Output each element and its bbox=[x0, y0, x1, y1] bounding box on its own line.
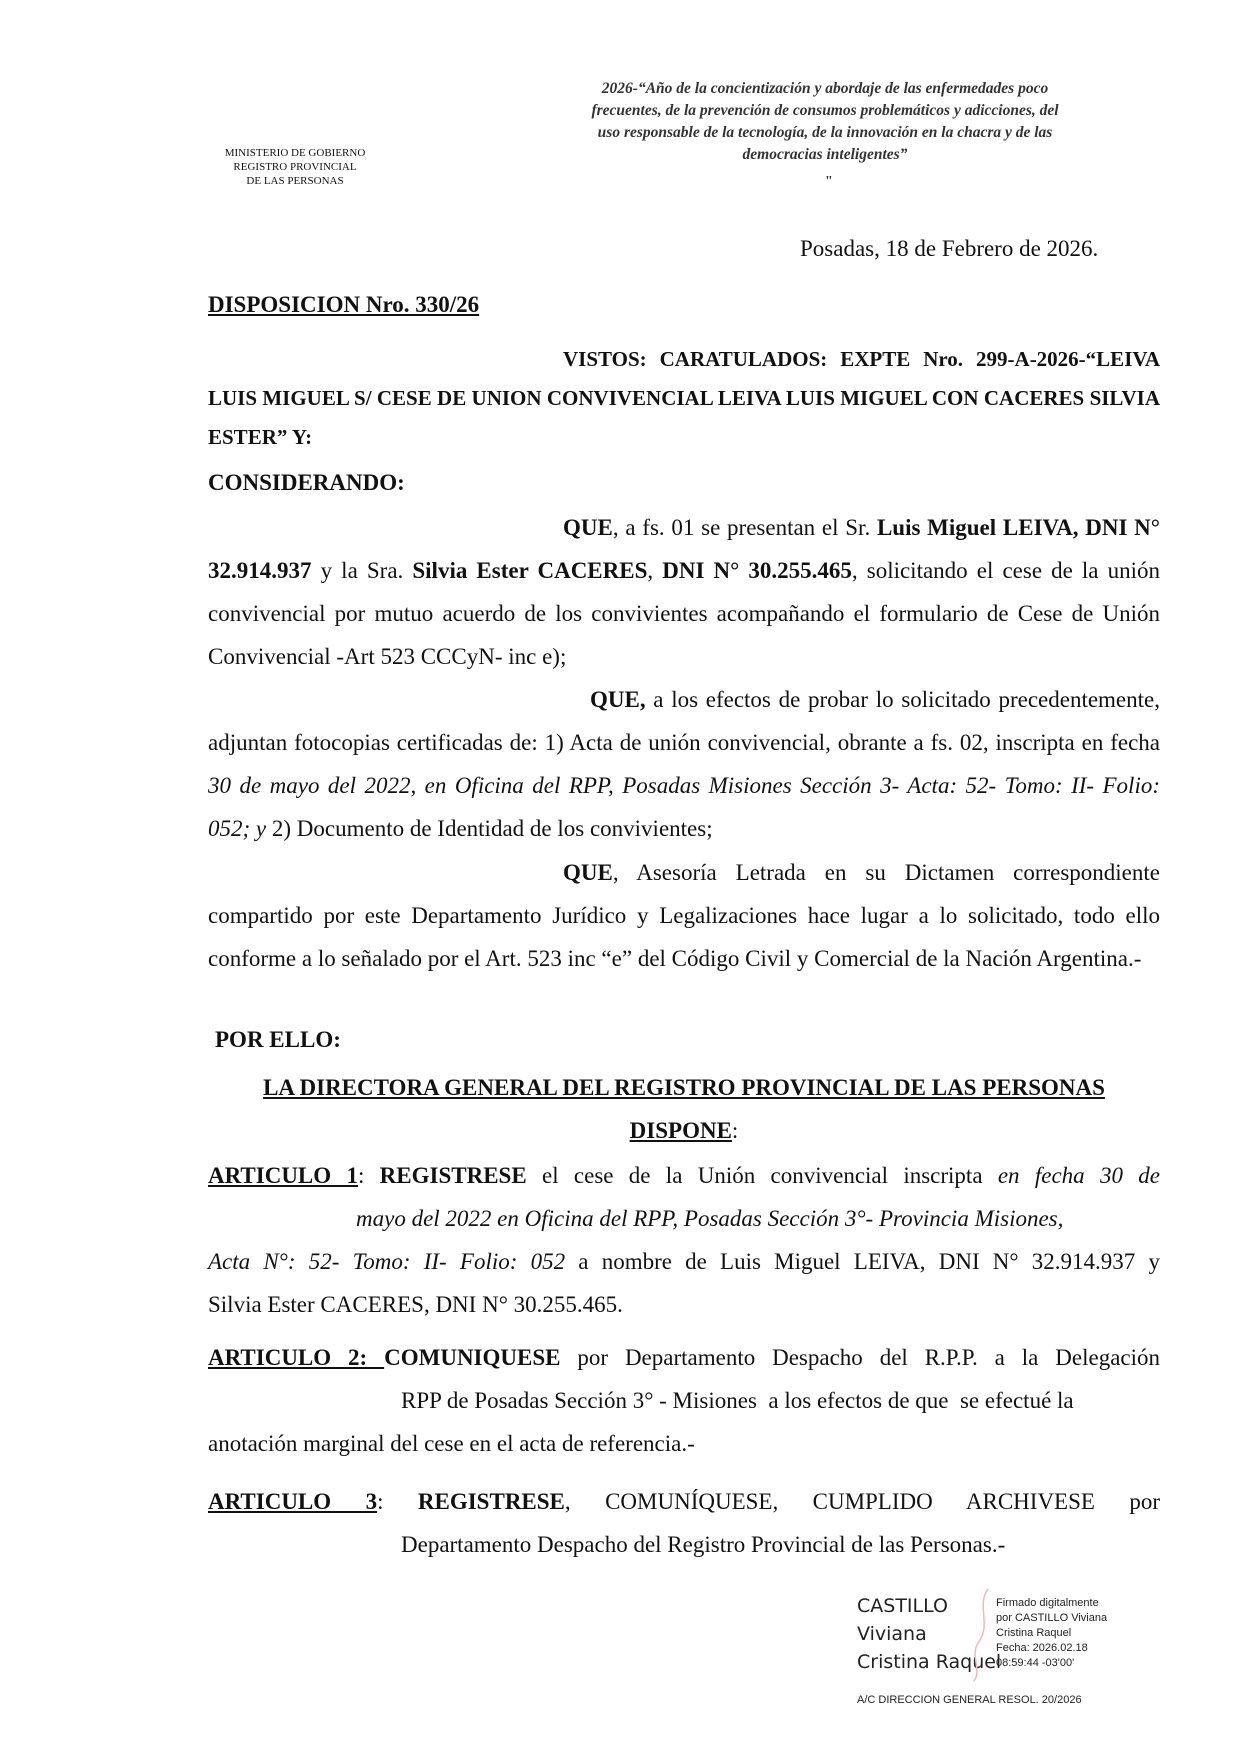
signer-name-line: CASTILLO bbox=[857, 1595, 948, 1617]
signer-name-line: Cristina Raquel bbox=[857, 1651, 1002, 1673]
signature-info-line: 08:59:44 -03'00' bbox=[996, 1657, 1075, 1669]
text: a los efectos de probar lo solicitado precedentemente, adjuntan fotocopias certificadas de: 1) Acta de unión convivencial, obrante a fs. 02, inscripta en fecha bbox=[208, 687, 1160, 755]
article-verb: COMUNIQUESE bbox=[384, 1345, 561, 1370]
article-verb: REGISTRESE bbox=[379, 1163, 527, 1188]
dispone-heading bbox=[208, 1118, 1160, 1144]
line: anotación marginal del cese en el acta de referencia.- bbox=[208, 1431, 695, 1456]
line bbox=[208, 1336, 1160, 1379]
article-verb: REGISTRESE bbox=[417, 1489, 565, 1514]
text: a nombre de Luis Miguel LEIVA, DNI N° 32.914.937 y bbox=[565, 1249, 1160, 1274]
footer-note: A/C DIRECCION GENERAL RESOL. 20/2026 bbox=[857, 1694, 1082, 1706]
considerando-heading: CONSIDERANDO: bbox=[208, 470, 405, 495]
text: por Departamento Despacho del R.P.P. a la Delegación bbox=[560, 1345, 1161, 1370]
line bbox=[208, 1240, 1160, 1283]
que-label: QUE, bbox=[590, 687, 646, 712]
text: : bbox=[357, 1163, 380, 1188]
que-paragraph-2 bbox=[208, 678, 1160, 850]
text: , a fs. 01 se presentan el Sr. bbox=[612, 515, 877, 540]
article-label: ARTICULO 3 bbox=[208, 1489, 378, 1514]
text: y la Sra. bbox=[311, 558, 413, 583]
person-2: Silvia Ester CACERES bbox=[412, 558, 648, 583]
document-date: Posadas, 18 de Febrero de 2026. bbox=[800, 236, 1099, 261]
line: RPP de Posadas Sección 3° - Misiones a los efectos de que se efectué la bbox=[401, 1388, 1074, 1413]
line: Silvia Ester CACERES, DNI N° 30.255.465. bbox=[208, 1292, 623, 1317]
motto-line: 2026-“Año de la concientización y abordaje de las enfermedades poco bbox=[601, 80, 1049, 97]
year-motto bbox=[495, 78, 1155, 166]
acta-details: 30 de mayo del 2022, en Oficina del RPP, Posadas Misiones Sección 3- Acta: 52- Tomo: II- Folio: 052; y bbox=[208, 773, 1160, 841]
que-label: QUE bbox=[563, 515, 613, 540]
directora-heading: LA DIRECTORA GENERAL DEL REGISTRO PROVINCIAL DE LAS PERSONAS bbox=[263, 1075, 1105, 1100]
dispone-word: DISPONE bbox=[629, 1118, 732, 1143]
text: , solicitando el cese de la unión convivencial por mutuo acuerdo de los convivientes acompañando el formulario de Cese de Unión Convivencial -Art 523 CCCyN- inc e); bbox=[208, 558, 1161, 669]
signer-name-line: Viviana bbox=[857, 1623, 927, 1645]
que-label: QUE bbox=[563, 860, 613, 885]
italic-text: en fecha 30 de bbox=[997, 1163, 1160, 1188]
text: , COMUNÍQUESE, CUMPLIDO ARCHIVESE por bbox=[564, 1489, 1161, 1514]
articulo-3 bbox=[208, 1480, 1160, 1566]
signature-stroke-icon bbox=[968, 1585, 996, 1685]
text: : bbox=[377, 1489, 418, 1514]
text: el cese de la Unión convivencial inscripta bbox=[526, 1163, 998, 1188]
article-label: ARTICULO 1 bbox=[208, 1163, 358, 1188]
italic-text: mayo del 2022 en Oficina del RPP, Posadas Sección 3°- Provincia Misiones, bbox=[356, 1206, 1064, 1231]
ministry-line: DE LAS PERSONAS bbox=[246, 175, 344, 187]
ministry-header bbox=[205, 146, 385, 188]
dispone-colon: : bbox=[731, 1118, 739, 1143]
por-ello-heading: POR ELLO: bbox=[215, 1027, 341, 1052]
text: 2) Documento de Identidad de los convivientes; bbox=[266, 816, 713, 841]
line: Departamento Despacho del Registro Provincial de las Personas.- bbox=[401, 1532, 1006, 1557]
text: , bbox=[647, 558, 663, 583]
que-paragraph-3 bbox=[208, 851, 1160, 980]
document-title: DISPOSICION Nro. 330/26 bbox=[208, 292, 480, 317]
signature-info-line: Cristina Raquel bbox=[996, 1627, 1072, 1639]
ministry-line: REGISTRO PROVINCIAL bbox=[233, 161, 357, 173]
motto-line: democracias inteligentes” bbox=[742, 146, 908, 163]
line bbox=[208, 1197, 1160, 1240]
line bbox=[208, 1154, 1160, 1197]
motto-line: frecuentes, de la prevención de consumos problemáticos y adicciones, del bbox=[591, 102, 1059, 119]
motto-mark: " bbox=[825, 174, 833, 189]
person-1: Luis Miguel LEIVA, DNI N° 32.914.937 bbox=[208, 515, 1160, 583]
line bbox=[208, 1480, 1160, 1523]
ministry-line: MINISTERIO DE GOBIERNO bbox=[224, 147, 366, 159]
signature-info-line: Fecha: 2026.02.18 bbox=[996, 1642, 1088, 1654]
articulo-1 bbox=[208, 1154, 1160, 1326]
articulo-2 bbox=[208, 1336, 1160, 1465]
article-label: ARTICULO 2: bbox=[208, 1345, 385, 1370]
digital-signature-info bbox=[996, 1596, 1107, 1671]
italic-text: Acta N°: 52- Tomo: II- Folio: 052 bbox=[208, 1249, 566, 1274]
signature-info-line: por CASTILLO Viviana bbox=[996, 1612, 1108, 1624]
person-2-dni: DNI N° 30.255.465 bbox=[662, 558, 852, 583]
signature-info-line: Firmado digitalmente bbox=[996, 1597, 1099, 1609]
motto-line: uso responsable de la tecnología, de la innovación en la chacra y de las bbox=[597, 124, 1053, 141]
text: , Asesoría Letrada en su Dictamen correspondiente compartido por este Departamento Jurídico y Legalizaciones hace lugar a lo solicitado, todo ello conforme a lo señalado por el Art. 523 inc “e” del Código Civil y Comercial de la Nación Argentina.- bbox=[208, 860, 1160, 971]
que-paragraph-1 bbox=[208, 506, 1160, 678]
vistos-paragraph: VISTOS: CARATULADOS: EXPTE Nro. 299-A-2026-“LEIVA LUIS MIGUEL S/ CESE DE UNION CONVIVENCIAL LEIVA LUIS MIGUEL CON CACERES SILVIA ESTER” Y: bbox=[208, 347, 1160, 449]
